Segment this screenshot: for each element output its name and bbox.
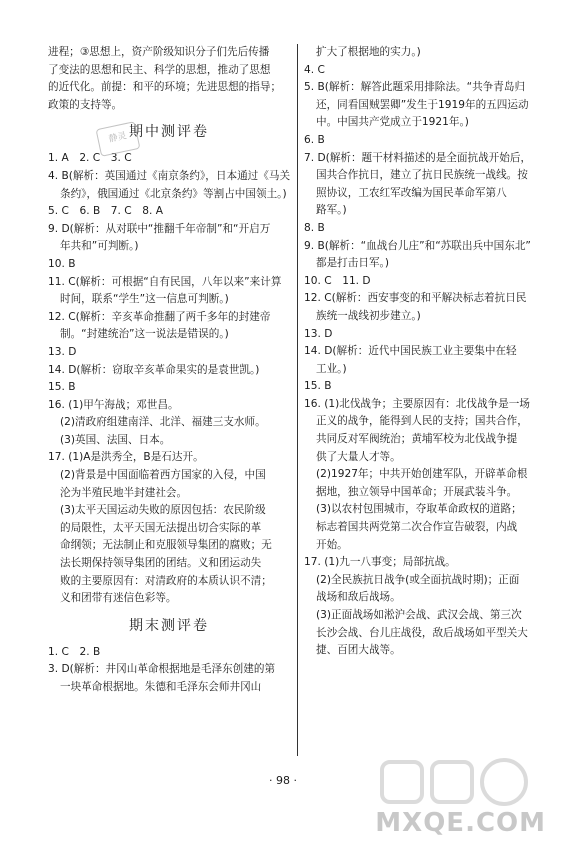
right-answer-line: 9. B(解析：“血战台儿庄”和“苏联出兵中国东北”: [304, 239, 531, 252]
right-answer-line: 14. D(解析：近代中国民族工业主要集中在轻: [304, 345, 517, 358]
right-answer-line: (2)1927年；中共开始创建军队，开辟革命根: [316, 468, 528, 481]
left-answer-line: 一块革命根据地。朱德和毛泽东会师井冈山: [60, 681, 262, 693]
right-answer-line: 15. B: [304, 380, 332, 393]
right-answer-line: 开始。: [316, 538, 348, 551]
left-answer-line: 进程；③思想上，资产阶级知识分子们先后传播: [48, 46, 270, 58]
left-answer-line: 13. D: [48, 345, 77, 358]
left-answer-line: 3. D(解析：井冈山革命根据地是毛泽东创建的第: [48, 663, 276, 676]
right-answer-line: 16. (1)北伐战争；主要原因有：北伐战争是一场: [304, 397, 530, 410]
right-answer-line: 族统一战线初步建立。): [316, 309, 421, 322]
left-answer-line: 制。“封建统治”这一说法是错误的。): [60, 328, 229, 341]
left-answer-line: 10. B: [48, 257, 76, 270]
right-answer-line: 据地，独立领导中国革命；开展武装斗争。: [316, 485, 518, 498]
right-answer-line: 长沙会战、台儿庄战役，敌后战场如平型关大: [316, 626, 528, 639]
section-heading: 期末测评卷: [129, 617, 209, 634]
right-answer-line: 捷、百团大战等。: [316, 644, 401, 657]
left-answer-line: 政策的支持等。: [48, 98, 123, 111]
right-answer-line: 10. C 11. D: [304, 274, 371, 287]
right-answer-line: 5. B(解析：解答此题采用排除法。“共争青岛归: [304, 81, 526, 94]
left-answer-line: 的局限性，太平天国无法提出切合实际的革: [60, 521, 262, 534]
right-answer-line: 8. B: [304, 221, 325, 234]
left-answer-line: (2)清政府组建南洋、北洋、福建三支水师。: [60, 416, 266, 429]
page-number: · 98 ·: [269, 774, 297, 787]
right-answer-line: 扩大了根据地的实力。): [316, 46, 421, 58]
right-answer-line: 战场和敌后战场。: [316, 591, 401, 604]
left-answer-line: 义和团带有迷信色彩等。: [60, 592, 177, 605]
watermark-logo-icon: [378, 752, 548, 812]
right-answer-line: 还，同看国贼罢卿”发生于1919年的五四运动: [316, 98, 529, 111]
section-heading: 期中测评卷: [129, 124, 209, 141]
left-answer-line: 时间，联系“学生”这一信息可判断。): [60, 293, 229, 306]
watermark-url: MXQE.COM: [375, 808, 546, 838]
right-answer-line: 4. C: [304, 63, 325, 76]
left-answer-line: 11. C(解析：可根据“自有民国，八年以来”来计算: [48, 275, 282, 288]
right-answer-line: 路军。): [316, 204, 347, 217]
right-answer-line: 照协议，工农红军改编为国民革命军第八: [316, 186, 507, 199]
right-answer-line: 17. (1)九一八事变；局部抗战。: [304, 556, 456, 569]
right-answer-line: 7. D(解析：题干材料描述的是全面抗战开始后，: [304, 151, 532, 164]
right-answer-line: 13. D: [304, 327, 333, 340]
right-answer-line: (3)以农村包围城市，夺取革命政权的道路；: [316, 503, 522, 516]
left-answer-line: 年共和”可判断。): [60, 240, 139, 253]
column-divider: [297, 44, 298, 756]
right-answer-line: 供了大量人才等。: [316, 450, 401, 463]
right-answer-line: 工业。): [316, 362, 347, 375]
right-answer-line: (3)正面战场如淞沪会战、武汉会战、第三次: [316, 609, 522, 621]
right-answer-line: 标志着国共两党第二次合作宣告破裂，内战: [316, 521, 518, 534]
left-answer-line: (3)太平天国运动失败的原因包括：农民阶级: [60, 504, 266, 517]
left-answer-line: 败的主要原因有：对清政府的本质认识不清；: [60, 574, 272, 587]
left-answer-line: 9. D(解析：从对联中“推翻千年帝制”和“开启万: [48, 222, 271, 235]
stamp-mark: 静灵: [96, 121, 141, 157]
right-answer-line: 6. B: [304, 133, 325, 146]
left-answer-line: 条约》，俄国通过《北京条约》等割占中国领土。): [60, 187, 287, 200]
left-answer-line: (2)背景是中国面临着西方国家的入侵，中国: [60, 469, 266, 482]
left-answer-line: 沦为半殖民地半封建社会。: [60, 486, 188, 499]
left-answer-line: 14. D(解析：窃取辛亥革命果实的是袁世凯。): [48, 363, 260, 376]
left-answer-line: 的近代化。前提：和平的环境；先进思想的指导；: [48, 81, 282, 94]
left-answer-line: (3)英国、法国、日本。: [60, 433, 171, 446]
left-column: [48, 44, 290, 697]
left-answer-line: 了变法的思想和民主、科学的思想，推动了思想: [48, 63, 271, 76]
right-answer-line: 国共合作抗日，建立了抗日民族统一战线。按: [316, 169, 528, 182]
right-answer-line: (2)全民族抗日战争(或全面抗战时期)；正面: [316, 573, 520, 586]
right-answer-line: 共同反对军阀统治；黄埔军校为北伐战争提: [316, 433, 518, 446]
right-answer-line: 都是打击日军。): [316, 257, 389, 270]
left-answer-line: 1. C 2. B: [48, 645, 101, 658]
left-answer-line: 4. B(解析：英国通过《南京条约》，日本通过《马关: [48, 169, 290, 182]
left-answer-line: 1. A 2. C 3. C: [48, 152, 132, 165]
left-answer-line: 17. (1)A是洪秀全，B是石达开。: [48, 451, 204, 464]
right-column: [304, 44, 536, 660]
left-answer-line: 12. C(解析：辛亥革命推翻了两千多年的封建帝: [48, 310, 271, 323]
left-answer-line: 16. (1)甲午海战；邓世昌。: [48, 398, 179, 411]
left-answer-line: 5. C 6. B 7. C 8. A: [48, 205, 163, 218]
left-answer-line: 15. B: [48, 381, 76, 394]
right-answer-line: 中。中国共产党成立于1921年。): [316, 116, 469, 129]
right-answer-line: 12. C(解析：西安事变的和平解决标志着抗日民: [304, 292, 527, 305]
left-answer-line: 法长期保持领导集团的团结。义和团运动失: [60, 557, 262, 570]
left-answer-line: 命纲领；无法制止和克服领导集团的腐败；无: [60, 539, 272, 552]
right-answer-line: 正义的战争，能得到人民的支持；国共合作，: [316, 415, 528, 428]
